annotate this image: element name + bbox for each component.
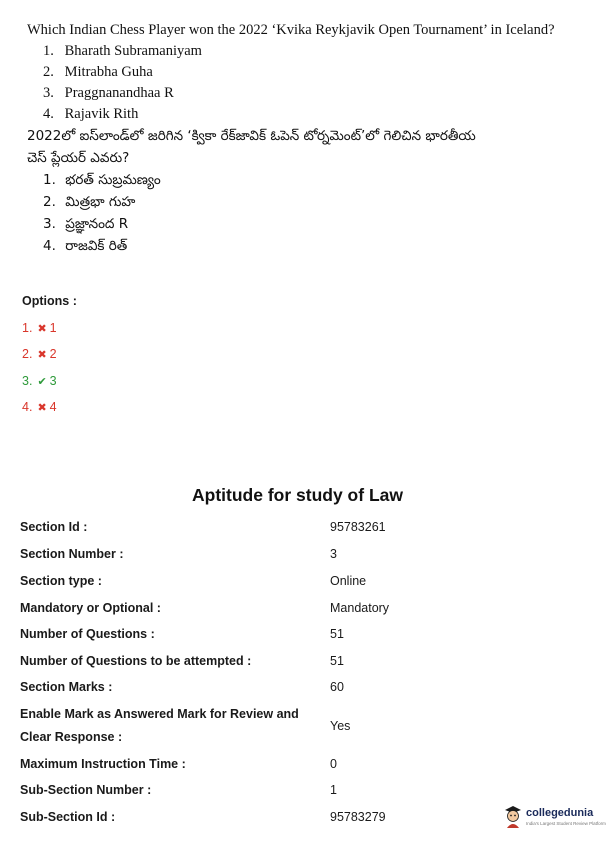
telugu-option-list [27, 169, 567, 257]
logo-brand: collegedunia [526, 807, 594, 819]
telugu-option: 1. భరత్ సుబ్రమణ్యం [43, 172, 161, 188]
english-option: 2. Mitrabha Guha [43, 64, 153, 80]
options-label: Options : [22, 294, 77, 308]
question-text-telugu-line1: 2022లో ఐస్‌లాండ్‌లో జరిగిన ‘క్వికా రేక్‌జావిక్ ఓపెన్ టోర్నమెంట్’లో గెలిచిన భారతీయ [27, 128, 476, 144]
section-title: Aptitude for study of Law [192, 485, 403, 505]
telugu-option: 3. ప్రజ్ఞానంద R [43, 216, 129, 232]
cross-icon: ✖ [37, 402, 47, 414]
english-option: 3. Praggnanandhaa R [43, 85, 174, 101]
student-mascot-icon [503, 804, 523, 828]
question-text-telugu-line2: చెస్ ప్లేయర్ ఎవరు? [27, 150, 130, 166]
question-block [27, 20, 567, 257]
telugu-option: 2. మిత్రభా గుహ [43, 194, 136, 210]
question-text-english: Which Indian Chess Player won the 2022 ‘Kvika Reykjavik Open Tournament’ in Iceland? [27, 22, 555, 38]
english-option: 4. Rajavik Rith [43, 106, 139, 122]
option-item: 4. ✖ 4 [22, 400, 57, 414]
logo-tagline: India's Largest Student Review Platform [526, 821, 606, 826]
english-option: 1. Bharath Subramaniyam [43, 43, 202, 59]
check-icon: ✔ [37, 376, 47, 388]
option-item: 1. ✖ 1 [22, 321, 57, 335]
cross-icon: ✖ [37, 349, 47, 361]
telugu-option: 4. రాజవిక్ రిత్ [43, 238, 128, 254]
option-item: 2. ✖ 2 [22, 347, 57, 361]
cross-icon: ✖ [37, 323, 47, 335]
english-option-list [27, 41, 567, 125]
collegedunia-logo [503, 804, 606, 834]
option-item-correct: 3. ✔ 3 [22, 374, 57, 388]
